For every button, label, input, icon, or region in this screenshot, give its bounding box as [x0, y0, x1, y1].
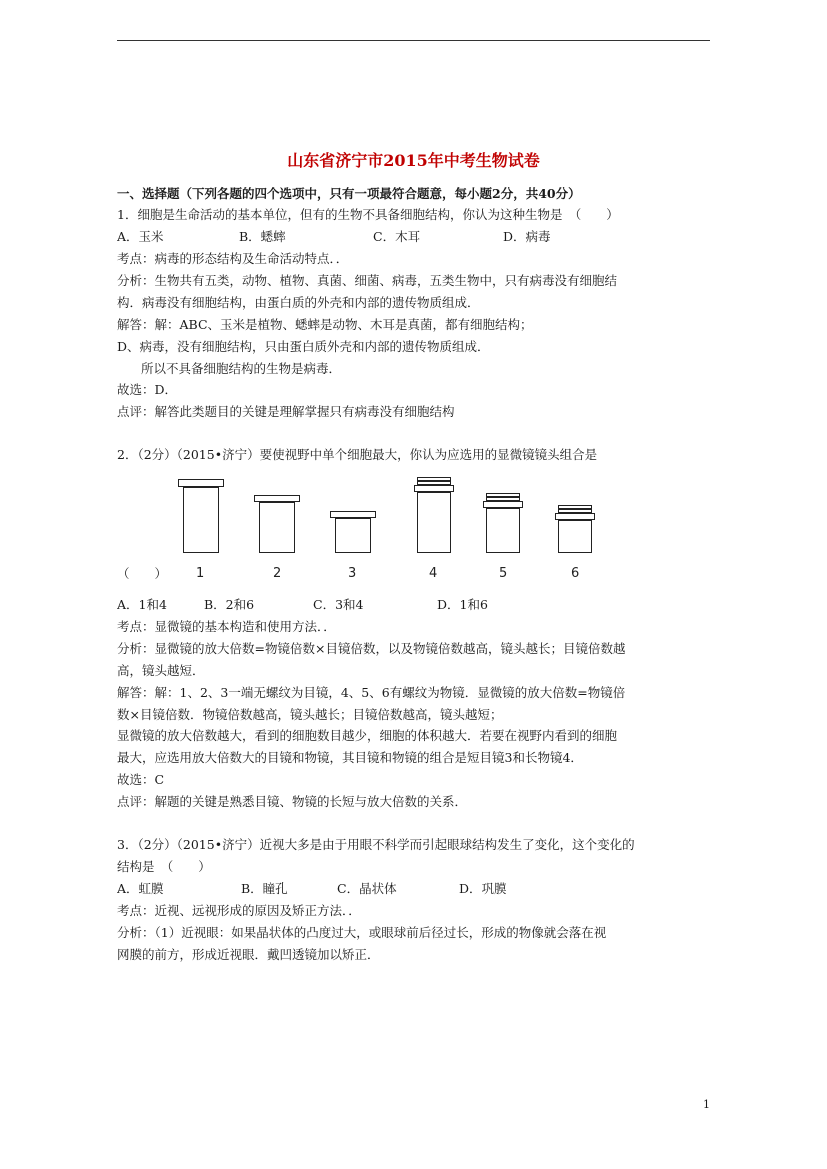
microscope-lens-figure [178, 476, 598, 586]
lens-label-5: 5 [499, 566, 508, 581]
lens-label-2: 2 [273, 566, 282, 581]
lens-6-icon [555, 476, 595, 556]
q3-stem-2: 结构是 （ ） [117, 859, 211, 874]
lens-label-3: 3 [348, 566, 357, 581]
q1-option-b: B．蟋蟀 [239, 229, 286, 244]
q1-stem: 1．细胞是生命活动的基本单位，但有的生物不具备细胞结构，你认为这种生物是 （ ） [117, 207, 619, 222]
q1-kaodian: 考点：病毒的形态结构及生命活动特点．． [117, 251, 349, 266]
q3-options [117, 879, 713, 898]
q2-jieda-3: 显微镜的放大倍数越大，看到的细胞数目越少，细胞的体积越大．若要在视野内看到的细胞 [117, 728, 618, 743]
q2-jieda-4: 最大，应选用放大倍数大的目镜和物镜，其目镜和物镜的组合是短目镜3和长物镜4． [117, 750, 583, 765]
q2-option-c: C．3和4 [313, 597, 364, 612]
q2-stem: 2．（2分）（2015•济宁）要使视野中单个细胞最大，你认为应选用的显微镜镜头组合是 [117, 447, 598, 462]
q2-options [117, 595, 713, 614]
q2-fenxi-1: 分析：显微镜的放大倍数=物镜倍数×目镜倍数，以及物镜倍数越高，镜头越长；目镜倍数越 [117, 641, 626, 656]
lens-3-icon [330, 476, 376, 556]
q1-option-a: A．玉米 [117, 229, 164, 244]
q1-dianping: 点评：解答此类题目的关键是理解掌握只有病毒没有细胞结构 [117, 404, 455, 419]
q3-kaodian: 考点：近视、远视形成的原因及矫正方法．． [117, 903, 361, 918]
q2-jieda-2: 数×目镜倍数．物镜倍数越高，镜头越长；目镜倍数越高，镜头越短； [117, 707, 503, 722]
q3-fenxi-2: 网膜的前方，形成近视眼．戴凹透镜加以矫正． [117, 947, 380, 962]
q1-option-d: D．病毒 [503, 229, 551, 244]
q1-fenxi-2: 构．病毒没有细胞结构，由蛋白质的外壳和内部的遗传物质组成． [117, 295, 480, 310]
q1-option-c: C．木耳 [373, 229, 421, 244]
q2-fenxi-2: 高，镜头越短． [117, 663, 205, 678]
q3-fenxi-1: 分析：（1）近视眼：如果晶状体的凸度过大，或眼球前后径过长，形成的物像就会落在视 [117, 925, 607, 940]
q1-jieda-1: 解答：解：ABC、玉米是植物、蟋蟀是动物、木耳是真菌，都有细胞结构； [117, 317, 533, 332]
lens-2-icon [254, 476, 300, 556]
header-rule [117, 40, 710, 41]
q2-kaodian: 考点：显微镜的基本构造和使用方法．． [117, 619, 336, 634]
lens-label-1: 1 [196, 566, 205, 581]
q3-option-c: C．晶状体 [337, 881, 397, 896]
q2-option-a: A．1和4 [117, 597, 167, 612]
q3-stem-1: 3．（2分）（2015•济宁）近视大多是由于用眼不科学而引起眼球结构发生了变化，这个变化的 [117, 837, 635, 852]
section-heading: 一、选择题（下列各题的四个选项中，只有一项最符合题意，每小题2分，共40分） [117, 186, 581, 201]
q1-jieda-2: D、病毒，没有细胞结构，只由蛋白质外壳和内部的遗传物质组成． [117, 339, 490, 354]
q1-answer: 故选：D． [117, 382, 178, 397]
q3-option-d: D．巩膜 [459, 881, 507, 896]
q2-dianping: 点评：解题的关键是熟悉目镜、物镜的长短与放大倍数的关系． [117, 794, 468, 809]
q1-fenxi-1: 分析：生物共有五类，动物、植物、真菌、细菌、病毒，五类生物中，只有病毒没有细胞结 [117, 273, 618, 288]
q3-option-b: B．瞳孔 [241, 881, 288, 896]
lens-label-6: 6 [571, 566, 580, 581]
lens-label-4: 4 [429, 566, 438, 581]
q2-jieda-1: 解答：解：1、2、3一端无螺纹为目镜，4、5、6有螺纹为物镜．显微镜的放大倍数=物镜倍 [117, 685, 626, 700]
q3-option-a: A．虹膜 [117, 881, 164, 896]
page-number: 1 [703, 1098, 710, 1111]
lens-4-icon [414, 476, 454, 556]
lens-5-icon [483, 476, 523, 556]
q2-answer-blank: （ ） [117, 566, 168, 581]
q2-option-b: B．2和6 [204, 597, 255, 612]
q1-options [117, 227, 713, 246]
q1-jieda-3: 所以不具备细胞结构的生物是病毒． [141, 361, 342, 376]
q2-option-d: D．1和6 [437, 597, 488, 612]
q2-answer: 故选：C [117, 772, 165, 787]
lens-1-icon [178, 476, 224, 556]
page-title: 山东省济宁市2015年中考生物试卷 [287, 151, 540, 170]
